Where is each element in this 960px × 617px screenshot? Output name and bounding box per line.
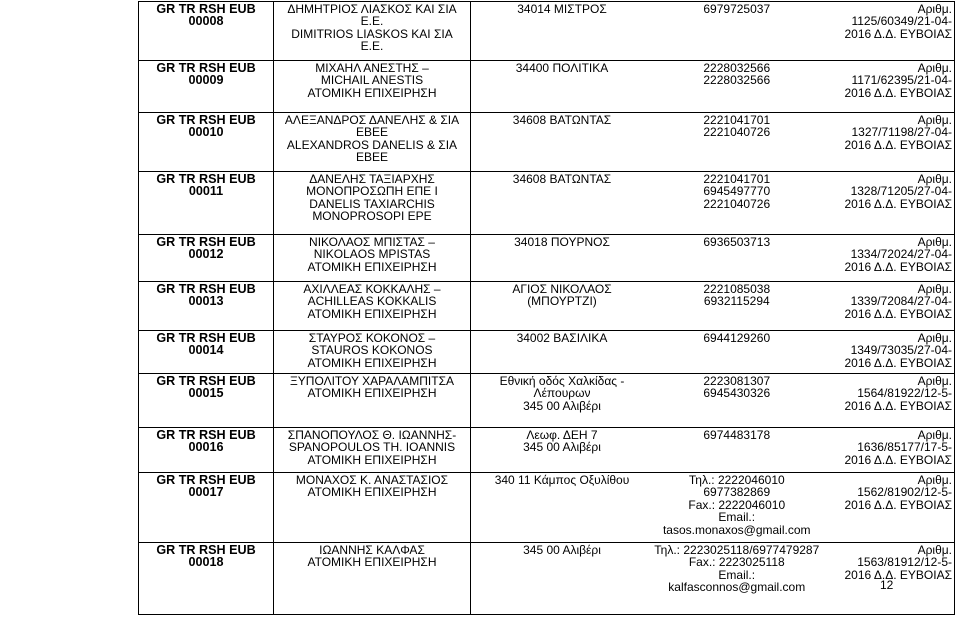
registration-code-cell — [139, 473, 274, 543]
license-line: Αριθμ. — [917, 172, 952, 186]
table-row — [139, 61, 955, 113]
business-name-cell — [274, 473, 471, 543]
business-name-line: ΜΟΝΑΧΟΣ Κ. ΑΝΑΣΤΑΣΙΟΣ — [295, 473, 449, 487]
address-line: 345 00 Αλιβέρι — [523, 398, 601, 413]
registration-code-text: GR TR RSH EUB — [156, 428, 256, 442]
table-row — [139, 331, 955, 374]
registration-code-text: 00018 — [188, 555, 224, 570]
phone-line: 2223081307 — [703, 374, 771, 388]
address-phone-cell — [471, 113, 825, 172]
address-phone-cell — [471, 473, 825, 543]
license-line: Αριθμ. — [917, 331, 952, 345]
business-name-line: ΑΤΟΜΙΚΗ ΕΠΙΧΕΙΡΗΣΗ — [307, 259, 437, 274]
registration-code-text: 00012 — [188, 247, 224, 262]
business-name-line: ΑΛΕΞΑΝΔΡΟΣ ΔΑΝΕΛΗΣ & ΣΙΑ — [284, 113, 460, 127]
registry-table — [138, 1, 955, 615]
table-row — [139, 282, 955, 331]
phone-line: Fax.: 2223025118 — [688, 555, 785, 570]
license-line: 1562/81902/12-5- — [857, 485, 952, 500]
business-name-line: Ε.Ε. — [360, 14, 384, 29]
phone-line: 2221041701 — [703, 113, 771, 127]
registration-code-text: GR TR RSH EUB — [156, 61, 256, 75]
business-name-line: ΕΒΕΕ — [355, 125, 388, 140]
business-name-line: Ε.Ε. — [360, 39, 384, 54]
license-line: 2016 Δ.Δ. ΕΥΒΟΙΑΣ — [844, 196, 952, 211]
registration-code-cell — [139, 235, 274, 282]
phone-block — [651, 173, 823, 210]
business-name-line: SPANOPOULOS TH. IOANNIS — [288, 440, 456, 455]
license-line: Αριθμ. — [917, 2, 952, 16]
business-name-line: DANELIS TAXIARCHIS — [309, 196, 435, 211]
address-line: 345 00 Αλιβέρι — [523, 543, 601, 557]
address-phone-cell — [471, 282, 825, 331]
phone-block — [651, 544, 823, 594]
phone-line: 2221040726 — [703, 196, 771, 211]
business-name-cell — [274, 428, 471, 473]
business-name-line: DIMITRIOS LIASKOS ΚΑΙ ΣΙΑ — [291, 26, 453, 41]
license-line: 2016 Δ.Δ. ΕΥΒΟΙΑΣ — [844, 497, 952, 512]
license-line: 1564/81922/12-5- — [857, 386, 952, 401]
business-name-cell — [274, 374, 471, 428]
registration-code-text: 00009 — [188, 73, 224, 88]
phone-block — [651, 474, 823, 536]
business-name-line: ΝΙΚΟΛΑΟΣ ΜΠΙΣΤΑΣ – — [309, 235, 435, 249]
business-name-line: ACHILLEAS KOKKALIS — [307, 294, 437, 309]
business-name-cell — [274, 235, 471, 282]
address-line: Λεωφ. ΔΕΗ 7 — [526, 428, 598, 442]
business-name-line: ΑΧΙΛΛΕΑΣ ΚΟΚΚΑΛΗΣ – — [303, 282, 441, 296]
license-line: Αριθμ. — [917, 282, 952, 296]
registration-code-text: 00008 — [188, 14, 224, 29]
address-block — [473, 429, 651, 454]
license-number-cell — [825, 61, 955, 113]
phone-line: 6932115294 — [703, 294, 770, 309]
phone-block — [651, 3, 823, 15]
business-name-line: ΜΟΝΟΠΡΟΣΩΠΗ ΕΠΕ Ι — [306, 184, 438, 199]
phone-line: 2228032566 — [703, 61, 771, 75]
business-name-line: ΑΤΟΜΙΚΗ ΕΠΙΧΕΙΡΗΣΗ — [307, 485, 437, 500]
address-line: 34608 ΒΑΤΩΝΤΑΣ — [512, 113, 612, 127]
license-number-cell — [825, 2, 955, 61]
table-row — [139, 473, 955, 543]
registration-code-text: GR TR RSH EUB — [156, 235, 256, 249]
business-name-line: NIKOLAOS MPISTAS — [313, 247, 431, 262]
phone-block — [651, 114, 823, 139]
phone-line: 6936503713 — [703, 235, 771, 249]
license-number-cell — [825, 282, 955, 331]
address-phone-cell — [471, 428, 825, 473]
address-line: Εθνική οδός Χαλκίδας - — [499, 374, 625, 388]
business-name-line: ΙΩΑΝΝΗΣ ΚΑΛΦΑΣ — [319, 543, 425, 557]
registration-code-cell — [139, 428, 274, 473]
address-block — [473, 114, 651, 139]
address-block — [473, 474, 651, 536]
business-name-line: ΕΒΕΕ — [355, 150, 388, 165]
phone-line: Email.: — [718, 567, 756, 582]
business-name-line: ΣΠΑΝΟΠΟΥΛΟΣ Θ. ΙΩΑΝΝΗΣ- — [287, 428, 457, 442]
business-name-cell — [274, 331, 471, 374]
registration-code-text: GR TR RSH EUB — [156, 113, 256, 127]
license-line: 2016 Δ.Δ. ΕΥΒΟΙΑΣ — [844, 306, 952, 321]
registration-code-text: 00016 — [188, 440, 224, 455]
table-row — [139, 235, 955, 282]
business-name-line: ΜΙΧΑΗΛ ΑΝΕΣΤΗΣ – — [315, 61, 429, 75]
address-line: 34018 ΠΟΥΡΝΟΣ — [514, 235, 610, 249]
registration-code-cell — [139, 61, 274, 113]
business-name-line: ΑΤΟΜΙΚΗ ΕΠΙΧΕΙΡΗΣΗ — [307, 452, 437, 467]
license-line: Αριθμ. — [917, 543, 952, 557]
license-line: Αριθμ. — [917, 235, 952, 249]
phone-block — [651, 283, 823, 308]
registration-code-cell — [139, 2, 274, 61]
business-name-line: STAUROS KOKONOS — [311, 343, 433, 358]
address-block — [473, 3, 651, 15]
license-line: 1125/60349/21-04- — [851, 14, 952, 29]
business-name-line: ΑΤΟΜΙΚΗ ΕΠΙΧΕΙΡΗΣΗ — [307, 306, 437, 321]
license-line: 2016 Δ.Δ. ΕΥΒΟΙΑΣ — [844, 137, 952, 152]
license-number-cell — [825, 172, 955, 235]
registration-code-text: GR TR RSH EUB — [156, 473, 256, 487]
registration-code-cell — [139, 172, 274, 235]
phone-block — [651, 375, 823, 412]
license-line: 2016 Δ.Δ. ΕΥΒΟΙΑΣ — [844, 85, 952, 100]
table-row — [139, 113, 955, 172]
business-name-line: ΞΥΠΟΛΙΤΟΥ ΧΑΡΑΛΑΜΠΙΤΣΑ — [289, 374, 454, 388]
registration-code-cell — [139, 331, 274, 374]
business-name-cell — [274, 61, 471, 113]
business-name-line: ΣΤΑΥΡΟΣ ΚΟΚΟΝΟΣ – — [308, 331, 436, 345]
phone-line: tasos.monaxos@gmail.com — [662, 522, 811, 537]
license-line: 2016 Δ.Δ. ΕΥΒΟΙΑΣ — [844, 567, 952, 582]
business-name-cell — [274, 113, 471, 172]
address-phone-cell — [471, 235, 825, 282]
registration-code-text: GR TR RSH EUB — [156, 172, 256, 186]
phone-line: 2221040726 — [703, 125, 771, 140]
phone-line: Fax.: 2222046010 — [688, 497, 786, 512]
registration-code-text: GR TR RSH EUB — [156, 543, 256, 557]
registration-code-text: 00014 — [188, 343, 224, 358]
address-phone-cell — [471, 2, 825, 61]
address-phone-cell — [471, 172, 825, 235]
phone-line: 6974483178 — [703, 428, 771, 442]
phone-line: 6945430326 — [703, 386, 771, 401]
registration-code-text: 00010 — [188, 125, 224, 140]
address-line: ΑΓΙΟΣ ΝΙΚΟΛΑΟΣ — [512, 282, 612, 296]
address-line: Λέπουρων — [533, 386, 591, 401]
business-name-line: MONOPROSOPI EPE — [312, 209, 432, 224]
business-name-line: ΑΤΟΜΙΚΗ ΕΠΙΧΕΙΡΗΣΗ — [307, 386, 437, 401]
address-line: 340 11 Κάμπος Οξυλίθου — [494, 473, 630, 487]
business-name-line: ΑΤΟΜΙΚΗ ΕΠΙΧΕΙΡΗΣΗ — [307, 355, 437, 370]
address-line: 34608 ΒΑΤΩΝΤΑΣ — [512, 172, 612, 186]
registration-code-text: 00015 — [188, 386, 224, 401]
address-phone-cell — [471, 374, 825, 428]
license-number-cell — [825, 428, 955, 473]
license-line: Αριθμ. — [917, 61, 952, 75]
business-name-line: ΑΤΟΜΙΚΗ ΕΠΙΧΕΙΡΗΣΗ — [307, 85, 437, 100]
registration-code-text: 00013 — [188, 294, 224, 309]
address-line: (ΜΠΟΥΡΤΖΙ) — [527, 294, 597, 309]
phone-line: 6945497770 — [703, 184, 771, 199]
phone-block — [651, 62, 823, 87]
registration-code-text: GR TR RSH EUB — [156, 374, 256, 388]
phone-block — [651, 429, 823, 454]
address-line: 34014 ΜΙΣΤΡΟΣ — [517, 2, 607, 16]
business-name-line: ΔΗΜΗΤΡΙΟΣ ΛΙΑΣΚΟΣ ΚΑΙ ΣΙΑ — [287, 2, 457, 16]
table-row — [139, 428, 955, 473]
phone-line: kalfasconnos@gmail.com — [668, 580, 806, 595]
license-line: Αριθμ. — [917, 428, 952, 442]
business-name-cell — [274, 282, 471, 331]
license-line: Αριθμ. — [917, 473, 952, 487]
license-line: 2016 Δ.Δ. ΕΥΒΟΙΑΣ — [844, 398, 952, 413]
phone-block — [651, 332, 823, 344]
registration-code-text: GR TR RSH EUB — [156, 2, 256, 16]
address-line: 34002 ΒΑΣΙΛΙΚΑ — [516, 331, 608, 345]
business-name-line: ALEXANDROS DANELIS & ΣΙΑ — [286, 137, 458, 152]
phone-line: 2228032566 — [703, 73, 771, 88]
license-line: Αριθμ. — [917, 113, 952, 127]
business-name-line: MICHAIL ANESTIS — [320, 73, 424, 88]
license-line: 2016 Δ.Δ. ΕΥΒΟΙΑΣ — [844, 26, 952, 41]
phone-line: Τηλ.: 2222046010 — [688, 473, 785, 487]
license-number-cell — [825, 113, 955, 172]
address-line: 345 00 Αλιβέρι — [523, 440, 601, 455]
license-line: 1349/73035/27-04- — [850, 343, 952, 358]
phone-line: Τηλ.: 2223025118/6977479287 — [654, 543, 820, 557]
table-row — [139, 2, 955, 61]
license-line: Αριθμ. — [917, 374, 952, 388]
phone-line: 2221085038 — [703, 282, 771, 296]
registration-code-cell — [139, 282, 274, 331]
registration-code-cell — [139, 543, 274, 615]
license-number-cell — [825, 235, 955, 282]
license-line: 1636/85177/17-5- — [857, 440, 952, 455]
license-line: 2016 Δ.Δ. ΕΥΒΟΙΑΣ — [844, 452, 952, 467]
phone-line: 6944129260 — [703, 331, 771, 345]
registry-table-body — [139, 2, 955, 615]
license-line: 2016 Δ.Δ. ΕΥΒΟΙΑΣ — [844, 355, 952, 370]
business-name-line: ΑΤΟΜΙΚΗ ΕΠΙΧΕΙΡΗΣΗ — [307, 555, 437, 570]
registration-code-cell — [139, 113, 274, 172]
address-block — [473, 173, 651, 210]
phone-line: 2221041701 — [703, 172, 771, 186]
table-row — [139, 374, 955, 428]
registration-code-text: 00017 — [188, 485, 224, 500]
business-name-cell — [274, 2, 471, 61]
registration-code-text: GR TR RSH EUB — [156, 282, 256, 296]
phone-line: 6977382869 — [703, 485, 771, 500]
address-block — [473, 375, 651, 412]
address-block — [473, 283, 651, 308]
license-line: 1171/62395/21-04- — [851, 73, 952, 88]
registration-code-cell — [139, 374, 274, 428]
license-line: 1334/72024/27-04- — [850, 247, 952, 262]
address-block — [473, 236, 651, 248]
license-line: 2016 Δ.Δ. ΕΥΒΟΙΑΣ — [844, 259, 952, 274]
license-line: 1328/71205/27-04- — [850, 184, 952, 199]
license-number-cell — [825, 374, 955, 428]
phone-line: Email.: — [718, 510, 756, 525]
registration-code-text: GR TR RSH EUB — [156, 331, 256, 345]
address-phone-cell — [471, 543, 825, 615]
license-line: 1339/72084/27-04- — [850, 294, 952, 309]
license-number-cell — [825, 331, 955, 374]
business-name-cell — [274, 543, 471, 615]
license-number-cell — [825, 473, 955, 543]
address-block — [473, 544, 651, 594]
license-line: 1563/81912/12-5- — [857, 555, 952, 570]
table-row — [139, 543, 955, 615]
address-block — [473, 332, 651, 344]
address-phone-cell — [471, 331, 825, 374]
business-name-line: ΔΑΝΕΛΗΣ ΤΑΞΙΑΡΧΗΣ — [309, 172, 435, 186]
phone-block — [651, 236, 823, 248]
phone-line: 6979725037 — [703, 2, 771, 16]
table-row — [139, 172, 955, 235]
address-block — [473, 62, 651, 87]
business-name-cell — [274, 172, 471, 235]
license-line: 1327/71198/27-04- — [851, 125, 952, 140]
registration-code-text: 00011 — [188, 184, 224, 199]
address-phone-cell — [471, 61, 825, 113]
page-number: 12 — [880, 578, 894, 592]
address-line: 34400 ΠΟΛΙΤΙΚΑ — [515, 61, 609, 75]
